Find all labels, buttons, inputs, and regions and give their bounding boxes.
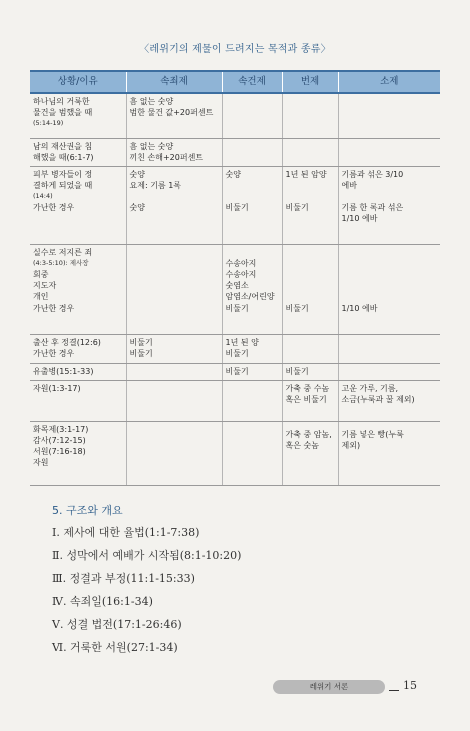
- header-guilt-offering: 속죄제: [126, 71, 222, 93]
- table-header-row: [30, 71, 440, 93]
- offering-table: [30, 70, 440, 486]
- footer-rule: [389, 690, 399, 691]
- cell-situation: 출산 후 정결(12:6) 가난한 경우: [30, 334, 126, 363]
- cell-situation: 자원(1:3-17): [30, 380, 126, 421]
- cell-situation: 실수로 저지른 죄 (4:3-5:10): 제사장 회중 지도자 개인 가난한 경우: [30, 244, 126, 334]
- footer-book-label: 레위기 서론: [273, 680, 385, 694]
- header-grain-offering: 소제: [338, 71, 440, 93]
- cell-grain: [338, 93, 440, 138]
- outline-item: Ⅴ. 성결 법전(17:1-26:46): [52, 618, 182, 631]
- cell-burnt: [282, 334, 338, 363]
- cell-burnt: [282, 93, 338, 138]
- cell-sin: [222, 138, 282, 166]
- cell-burnt: 가축 중 수놈 혹은 비둘기: [282, 380, 338, 421]
- cell-sin: 수송아지 수송아지 숫염소 암염소/어린양 비둘기: [222, 244, 282, 334]
- outline-item: Ⅰ. 제사에 대한 율법(1:1-7:38): [52, 526, 200, 539]
- cell-burnt: 비둘기: [282, 244, 338, 334]
- cell-grain: 고운 가루, 기름, 소금(누룩과 꿀 제외): [338, 380, 440, 421]
- cell-burnt: 가축 중 암놈, 혹은 숫놈: [282, 421, 338, 485]
- table-row: [30, 380, 440, 421]
- cell-guilt: 숫양 요제: 기름 1록 숫양: [126, 166, 222, 244]
- cell-sin: [222, 93, 282, 138]
- section-heading: 5. 구조와 개요: [52, 504, 123, 517]
- page-number: 15: [403, 679, 417, 692]
- cell-sin: 숫양 비둘기: [222, 166, 282, 244]
- header-sin-offering: 속건제: [222, 71, 282, 93]
- table-row: [30, 334, 440, 363]
- cell-grain: 1/10 에바: [338, 244, 440, 334]
- cell-grain: [338, 334, 440, 363]
- cell-guilt: 흠 없는 숫양 범한 물건 값+20퍼센트: [126, 93, 222, 138]
- cell-guilt: 흠 없는 숫양 끼친 손해+20퍼센트: [126, 138, 222, 166]
- cell-situation: 남의 재산권을 침 해했을 때(6:1-7): [30, 138, 126, 166]
- outline-item: Ⅲ. 정결과 부정(11:1-15:33): [52, 572, 195, 585]
- cell-grain: [338, 363, 440, 380]
- cell-burnt: [282, 138, 338, 166]
- table-title: 〈레위기의 제물이 드려지는 목적과 종류〉: [139, 44, 331, 55]
- outline-item: Ⅳ. 속죄일(16:1-34): [52, 595, 153, 608]
- cell-situation: 피부 병자들이 정 결하게 되었을 때 (14:4) 가난한 경우: [30, 166, 126, 244]
- table-row: [30, 166, 440, 244]
- cell-guilt: 비둘기 비둘기: [126, 334, 222, 363]
- cell-situation: 유출병(15:1-33): [30, 363, 126, 380]
- outline-item: Ⅱ. 성막에서 예배가 시작됨(8:1-10:20): [52, 549, 242, 562]
- table-row: [30, 363, 440, 380]
- cell-situation: 화목제(3:1-17) 감사(7:12-15) 서원(7:16-18) 자원: [30, 421, 126, 485]
- cell-sin: [222, 421, 282, 485]
- outline-item: Ⅵ. 거룩한 서원(27:1-34): [52, 641, 178, 654]
- cell-burnt: 비둘기: [282, 363, 338, 380]
- cell-grain: 기름 넣은 빵(누룩 제외): [338, 421, 440, 485]
- cell-guilt: [126, 363, 222, 380]
- table-row: [30, 421, 440, 485]
- cell-sin: 1년 된 양 비둘기: [222, 334, 282, 363]
- cell-guilt: [126, 380, 222, 421]
- header-burnt-offering: 번제: [282, 71, 338, 93]
- cell-sin: [222, 380, 282, 421]
- table-row: [30, 138, 440, 166]
- table-row: [30, 93, 440, 138]
- cell-burnt: 1년 된 암양 비둘기: [282, 166, 338, 244]
- cell-guilt: [126, 421, 222, 485]
- table-row: [30, 244, 440, 334]
- header-situation: 상황/이유: [30, 71, 126, 93]
- cell-grain: 기름과 섞은 3/10 에바 기름 한 록과 섞은 1/10 에바: [338, 166, 440, 244]
- cell-grain: [338, 138, 440, 166]
- cell-sin: 비둘기: [222, 363, 282, 380]
- cell-guilt: [126, 244, 222, 334]
- cell-situation: 하나님의 거룩한 물건을 범했을 때 (5:14-19): [30, 93, 126, 138]
